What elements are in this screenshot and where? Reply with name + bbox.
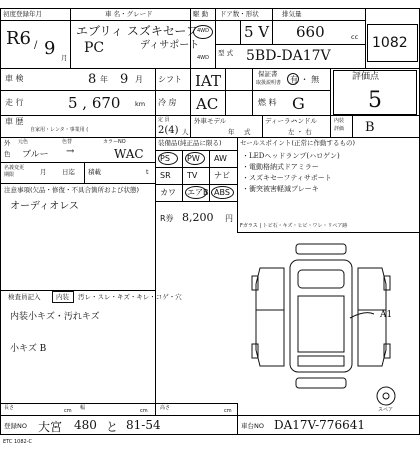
equip-v2	[209, 150, 210, 201]
line-row1	[0, 68, 420, 69]
line-row4	[0, 137, 420, 138]
length-label: 長さ	[4, 405, 15, 411]
reg-number: 81-54	[126, 418, 161, 432]
v-row-mid	[155, 68, 156, 137]
capacity-label: 定 員	[158, 117, 170, 123]
name-change-label2: 期限	[4, 172, 15, 178]
equip-ps-circle	[158, 152, 178, 165]
inspector-line	[0, 290, 155, 291]
reg-no-label: 登録NO	[4, 422, 27, 430]
interior-value: B	[365, 120, 375, 135]
v-header-5	[272, 8, 273, 44]
reg-kana: と	[106, 420, 119, 434]
notes-label: 注意事項(欠品・修復・不具合箇所および状態)	[4, 186, 140, 194]
sales-item-2: ・電動格納式ドアミラー	[242, 163, 319, 171]
chassis-value: DA17V-776641	[274, 418, 365, 432]
equip-airbag: エアB	[187, 188, 209, 197]
equip-h4	[155, 201, 237, 202]
displacement-label: 排気量	[282, 10, 302, 18]
dimensions-v	[237, 403, 238, 415]
inspection-year: 8	[88, 72, 97, 87]
name-change-label1: 名義変更	[4, 165, 25, 171]
equip-airbag-circle	[185, 186, 207, 199]
equip-v1	[182, 150, 183, 201]
line-row2	[0, 90, 330, 91]
frame-top	[0, 8, 420, 9]
v-history-3	[352, 115, 353, 137]
color-inner-label: 色	[4, 150, 11, 158]
v-row-mid5	[330, 68, 331, 137]
colorno-value: WAC	[114, 147, 144, 161]
shift-value: IAT	[195, 72, 221, 90]
first-reg-label: 初度登録年月	[3, 10, 42, 18]
reg-year: 9	[44, 38, 56, 59]
reg-month-unit: 月	[61, 54, 68, 62]
door-label: ドア数・形状	[220, 10, 259, 18]
reg-class: 480	[74, 418, 97, 432]
model-change-sub: 式	[244, 128, 251, 136]
warranty-sub: 取扱説明書	[256, 80, 282, 86]
car-name-label: 車 名・グレード	[105, 10, 153, 18]
bottom-text: ETC 1082-C	[3, 439, 33, 445]
sales-item-1: ・LEDヘッドランプ(ハロゲン)	[242, 152, 340, 160]
v-history-2	[262, 115, 263, 137]
equip-aw: AW	[214, 154, 227, 163]
equip-h2	[155, 167, 237, 168]
equip-navi: ナビ	[214, 171, 230, 180]
spare-tire-icon	[377, 387, 395, 405]
model-change-label: 外車モデル	[194, 117, 227, 125]
v-history-1	[190, 115, 191, 137]
capacity-value: 2(4)	[158, 125, 179, 136]
car-roof	[298, 296, 344, 352]
diagram-header: Fガラス | トビ石・キズ・ヒビ・ワレ・リペア跡	[240, 223, 348, 229]
footer-v	[237, 415, 238, 434]
handle-label: ハンドル	[291, 117, 317, 125]
h-header-sub	[215, 44, 365, 45]
ac-label: 冷 房	[158, 98, 177, 107]
model-line3: ディサポート	[140, 40, 200, 51]
door-value: 5 V	[244, 23, 270, 41]
lot-number: 1082	[372, 35, 408, 51]
a1-marker-line	[350, 313, 374, 318]
v-header-4	[240, 20, 241, 44]
sales-item-4: ・衝突被害軽減ブレーキ	[242, 185, 319, 193]
line-row6	[0, 183, 155, 184]
car-rear-bumper	[296, 378, 346, 388]
fuel-value: G	[292, 94, 305, 113]
shift-label: シフト	[158, 75, 182, 84]
car-left-side	[256, 268, 284, 366]
inspection-month-unit: 月	[135, 75, 143, 84]
score-label: 評価点	[352, 72, 380, 82]
diagram-mark-a1: A1	[380, 310, 393, 320]
reg-era: R6	[6, 28, 32, 49]
recycle-load-label: 積載	[88, 168, 101, 176]
equip-sr: SR	[160, 171, 171, 180]
drive-4wd-bottom: 4WD	[197, 55, 209, 61]
inspection-month: 9	[120, 72, 129, 87]
mileage-unit: km	[135, 100, 146, 108]
inspector-line1: 内装小キズ・汚れキズ	[10, 312, 100, 322]
recycle-unit: 円	[225, 214, 233, 223]
inspector-keywords: 汚レ・スレ・キズ・キレ・コゲ・穴	[78, 293, 182, 301]
v-header-3	[215, 8, 216, 68]
line-footer	[0, 415, 420, 416]
equip-abs: ABS	[214, 188, 230, 197]
equip-pw-circle	[185, 152, 205, 165]
color-outer-label: 外	[4, 139, 11, 147]
line-row3b	[330, 115, 420, 116]
warranty-options: 有 ・ 無	[290, 75, 320, 84]
v-name-change	[84, 162, 85, 183]
displacement-value: 660	[296, 23, 325, 41]
color-arrow: →	[66, 146, 75, 157]
equip-ps: PS	[160, 154, 170, 163]
diagram-header-line	[237, 232, 419, 233]
equip-abs-circle	[211, 186, 234, 199]
interior-sub: 評価	[334, 126, 345, 132]
dimensions-line	[0, 403, 237, 404]
height-label: 高さ	[160, 405, 171, 411]
history-options: 自家用・レンタ・事業用 (	[30, 127, 89, 133]
history-label: 車 歴	[5, 117, 24, 126]
mileage-label: 走 行	[5, 98, 24, 107]
v-header-6	[365, 8, 366, 68]
handle-options: 左 ・ 右	[288, 128, 312, 136]
height-unit: cm	[224, 408, 232, 414]
equip-h3	[155, 184, 237, 185]
model-type-value: 5BD-DA17V	[246, 48, 331, 64]
color-original-value: ブルー	[22, 150, 49, 160]
cc-unit: cc	[351, 33, 359, 41]
car-top-body	[290, 260, 352, 372]
capacity-unit: 人	[182, 128, 189, 136]
equip-leather: カワ	[160, 188, 176, 197]
fuel-label: 燃 料	[258, 98, 277, 107]
car-windshield	[298, 270, 344, 288]
ac-value: AC	[196, 95, 219, 113]
inspector-line2: 小キズ B	[10, 344, 47, 354]
car-front-bumper	[296, 244, 346, 254]
name-change-month: 月	[40, 168, 47, 176]
v-equip-col	[237, 137, 238, 232]
drive-4wd-top: 4WD	[197, 28, 209, 34]
recycle-value: 8,200	[182, 211, 214, 224]
v-left-col	[155, 137, 156, 415]
equipment-header: 装備品(純正品に限る)	[158, 139, 222, 147]
line-header	[0, 20, 365, 21]
sales-header: セールスポイント(正常に作動するもの)	[240, 139, 355, 147]
frame-bottom	[0, 434, 420, 435]
score-value: 5	[368, 88, 382, 113]
warranty-circle	[287, 73, 299, 85]
inspection-year-unit: 年	[100, 75, 108, 84]
notes-line1: オーディオレス	[10, 201, 79, 212]
frame-left	[0, 8, 1, 435]
reg-slash: /	[34, 40, 38, 51]
v-row-mid4	[252, 68, 253, 115]
equip-tv: TV	[187, 171, 198, 180]
model-change-unit: 年	[228, 128, 235, 136]
line-row5	[0, 162, 155, 163]
car-diagram	[250, 240, 400, 410]
car-rear-window	[298, 356, 344, 366]
v-row-mid2	[190, 68, 191, 115]
width-unit: cm	[140, 408, 148, 414]
v-row-mid3	[225, 68, 226, 115]
sales-item-3: ・スズキセーフティサポート	[242, 174, 332, 182]
inspector-interior-text: 内装	[56, 293, 69, 301]
reg-area: 大宮	[38, 420, 63, 434]
colorno-label: カラーNO	[103, 139, 126, 145]
chassis-label: 車台NO	[241, 422, 264, 430]
model-type-label: 型 式	[218, 49, 234, 57]
interior-label: 内装	[334, 118, 345, 124]
color-original-label: 元色	[18, 139, 29, 145]
width-label: 幅	[80, 405, 86, 411]
warranty-label: 保証書	[258, 70, 278, 78]
recycle-label: R券	[160, 214, 174, 223]
equip-pw: PW	[187, 154, 200, 163]
equip-h1	[155, 150, 237, 151]
spare-label: スペア	[378, 407, 394, 413]
drive-label: 駆 動	[193, 10, 209, 18]
recycle-t-unit: t	[146, 168, 149, 176]
dealer-label: ディーラー	[265, 117, 297, 125]
inspector-label: 検査員記入	[8, 293, 41, 301]
mileage-value: 5 , 670	[68, 94, 121, 112]
model-line1: エブリィ スズキセーフ	[76, 24, 198, 38]
line-row3	[0, 115, 330, 116]
model-line2: PC	[84, 40, 105, 56]
color-repaint-label: 色替	[62, 139, 73, 145]
inspection-label: 車 検	[5, 74, 24, 83]
v-header-1	[70, 8, 71, 68]
name-change-day: 日迄	[62, 168, 75, 176]
length-unit: cm	[64, 408, 72, 414]
